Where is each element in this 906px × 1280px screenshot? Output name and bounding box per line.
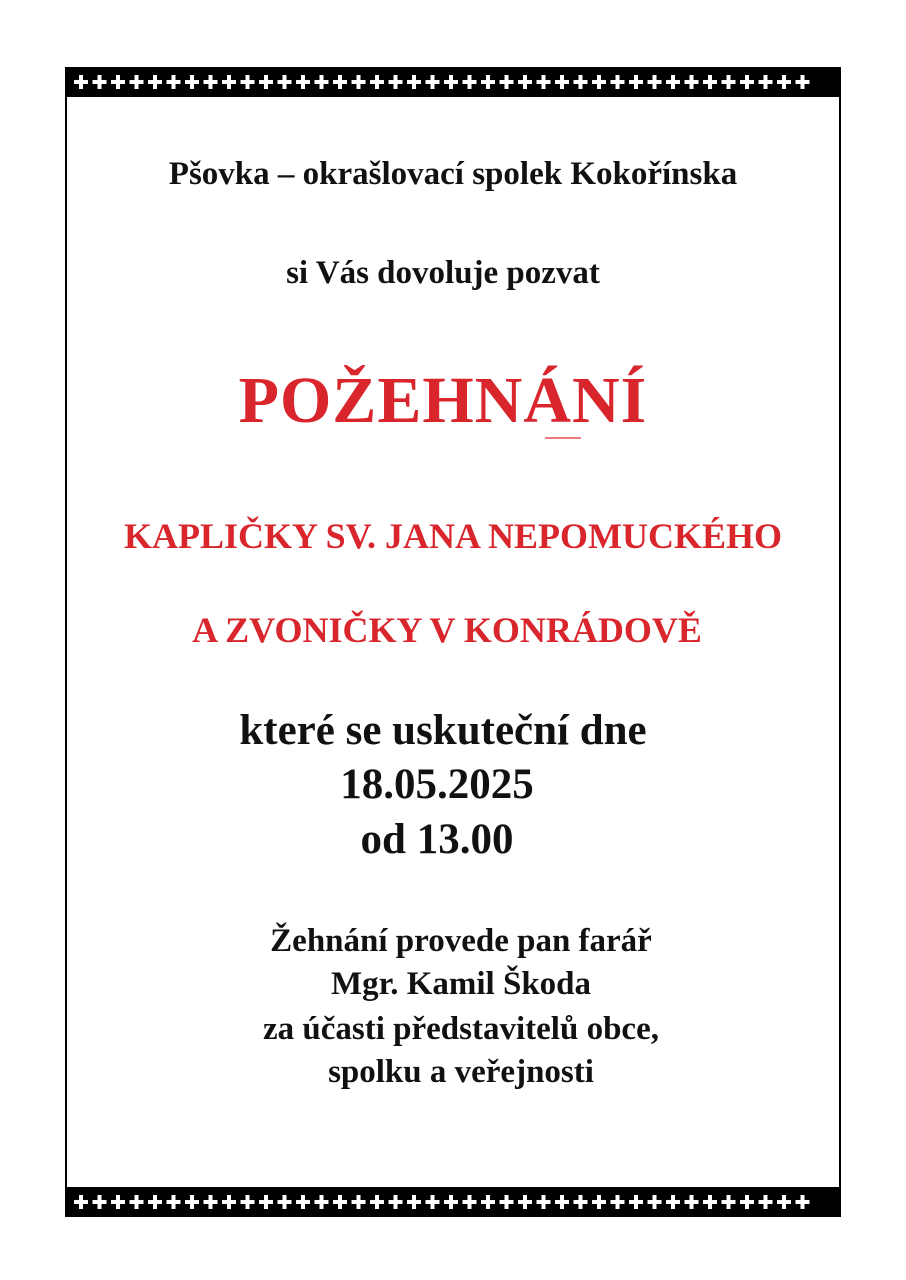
cross-icon — [648, 75, 662, 89]
cross-icon — [259, 1195, 273, 1209]
cross-icon — [666, 1195, 680, 1209]
cross-icon — [555, 75, 569, 89]
cross-icon — [241, 75, 255, 89]
cross-icon — [611, 1195, 625, 1209]
subject-line-2: A ZVONIČKY V KONRÁDOVĚ — [192, 610, 702, 650]
cross-icon — [796, 75, 810, 89]
cross-icon — [518, 1195, 532, 1209]
cross-icon — [463, 1195, 477, 1209]
cross-icon — [185, 1195, 199, 1209]
cross-icon — [352, 75, 366, 89]
blessing-line-4: spolku a veřejnosti — [328, 1054, 594, 1090]
cross-icon — [93, 1195, 107, 1209]
blessing-line-2: Mgr. Kamil Škoda — [330, 966, 592, 1002]
cross-icon — [185, 75, 199, 89]
blessing-line-1: Žehnání provede pan farář — [270, 923, 652, 959]
cross-icon — [703, 75, 717, 89]
cross-icon — [130, 1195, 144, 1209]
cross-icon — [333, 1195, 347, 1209]
invitation-text: si Vás dovoluje pozvat — [286, 255, 600, 291]
cross-icon — [740, 1195, 754, 1209]
cross-icon — [574, 75, 588, 89]
top-cross-border — [65, 67, 841, 97]
cross-icon — [629, 75, 643, 89]
cross-icon — [777, 75, 791, 89]
cross-icon — [703, 1195, 717, 1209]
cross-icon — [204, 1195, 218, 1209]
cross-icon — [426, 1195, 440, 1209]
cross-icon — [370, 1195, 384, 1209]
cross-icon — [93, 75, 107, 89]
cross-icon — [74, 1195, 88, 1209]
cross-icon — [537, 1195, 551, 1209]
cross-icon — [222, 75, 236, 89]
cross-icon — [407, 75, 421, 89]
cross-icon — [759, 75, 773, 89]
cross-icon — [389, 1195, 403, 1209]
cross-icon — [537, 75, 551, 89]
cross-icon — [444, 1195, 458, 1209]
cross-icon — [685, 75, 699, 89]
cross-icon — [574, 1195, 588, 1209]
cross-icon — [370, 75, 384, 89]
cross-icon — [463, 75, 477, 89]
cross-icon — [259, 75, 273, 89]
cross-icon — [444, 75, 458, 89]
cross-icon — [222, 1195, 236, 1209]
cross-icon — [148, 75, 162, 89]
organizer-name: Pšovka – okrašlovací spolek Kokořínska — [168, 156, 738, 192]
cross-icon — [352, 1195, 366, 1209]
cross-icon — [740, 75, 754, 89]
cross-icon — [296, 75, 310, 89]
blessing-line-3: za účasti představitelů obce, — [263, 1011, 659, 1047]
cross-icon — [111, 1195, 125, 1209]
print-artifact — [545, 437, 581, 439]
subject-line-1: KAPLIČKY SV. JANA NEPOMUCKÉHO — [123, 516, 783, 556]
event-intro: které se uskuteční dne — [239, 707, 647, 754]
cross-icon — [130, 75, 144, 89]
cross-icon — [407, 1195, 421, 1209]
cross-icon — [111, 75, 125, 89]
cross-icon — [241, 1195, 255, 1209]
cross-icon — [426, 75, 440, 89]
headline: POŽEHNÁNÍ — [238, 364, 648, 437]
cross-icon — [500, 75, 514, 89]
cross-icon — [555, 1195, 569, 1209]
cross-icon — [648, 1195, 662, 1209]
cross-icon — [315, 75, 329, 89]
cross-icon — [167, 1195, 181, 1209]
cross-icon — [296, 1195, 310, 1209]
cross-icon — [518, 75, 532, 89]
cross-icon — [315, 1195, 329, 1209]
cross-icon — [500, 1195, 514, 1209]
cross-icon — [629, 1195, 643, 1209]
cross-icon — [611, 75, 625, 89]
cross-icon — [333, 75, 347, 89]
cross-icon — [722, 75, 736, 89]
cross-icon — [685, 1195, 699, 1209]
cross-icon — [666, 75, 680, 89]
bottom-cross-border — [65, 1187, 841, 1217]
event-time: od 13.00 — [360, 816, 514, 863]
cross-icon — [592, 1195, 606, 1209]
cross-icon — [278, 1195, 292, 1209]
cross-icon-row-top — [65, 67, 841, 97]
cross-icon — [278, 75, 292, 89]
cross-icon — [389, 75, 403, 89]
cross-icon — [592, 75, 606, 89]
cross-icon — [777, 1195, 791, 1209]
cross-icon — [204, 75, 218, 89]
cross-icon — [167, 75, 181, 89]
event-date: 18.05.2025 — [340, 761, 534, 808]
cross-icon — [796, 1195, 810, 1209]
cross-icon-row-bottom — [65, 1187, 841, 1217]
cross-icon — [481, 75, 495, 89]
cross-icon — [74, 75, 88, 89]
cross-icon — [148, 1195, 162, 1209]
cross-icon — [759, 1195, 773, 1209]
cross-icon — [481, 1195, 495, 1209]
cross-icon — [722, 1195, 736, 1209]
